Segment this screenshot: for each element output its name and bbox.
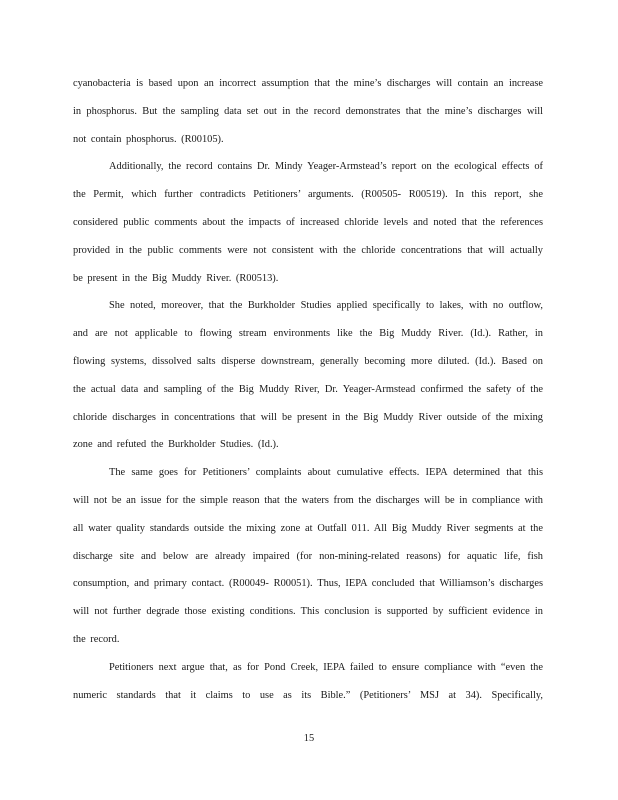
paragraph-phosphorus: cyanobacteria is based upon an incorrect assumption that the mine’s discharges will contain an increase in phosphorus. But the sampling data set out in the record demonstrates that the mine’s discharges will not contain phosphorus. (R00105). <box>73 78 543 145</box>
body-text <box>73 70 543 709</box>
paragraph-numeric-standards: Petitioners next argue that, as for Pond Creek, IEPA failed to ensure compliance with “even the numeric standards that it claims to use as its Bible.” (Petitioners’ MSJ at 34). Specifically, <box>73 661 543 701</box>
paragraph-yeager-report: Additionally, the record contains Dr. Mindy Yeager-Armstead’s report on the ecological effects of the Permit, which further contradicts Petitioners’ arguments. (R00505- R00519). In this report, she considered public comments about the impacts of increased chloride levels and noted that the references provided in the public comments were not consistent with the chloride concentrations that will actually be present in the Big Muddy River. (R00513). <box>73 161 543 284</box>
paragraph-burkholder-studies: She noted, moreover, that the Burkholder Studies applied specifically to lakes, with no outflow, and are not applicable to flowing stream environments like the Big Muddy River. (Id.). Rather, in flowing systems, dissolved salts disperse downstream, generally becoming more diluted. (Id.). Based on the actual data and sampling of the Big Muddy River, Dr. Yeager-Armstead confirmed the safety of the chloride discharges in concentrations that will be present in the Big Muddy River outside of the mixing zone and refuted the Burkholder Studies. (Id.). <box>73 300 543 451</box>
paragraph-cumulative-effects: The same goes for Petitioners’ complaints about cumulative effects. IEPA determined that this will not be an issue for the simple reason that the waters from the discharges will be in compliance with all water quality standards outside the mixing zone at Outfall 011. All Big Muddy River segments at the discharge site and below are already impaired (for non-mining-related reasons) for aquatic life, fish consumption, and primary contact. (R00049- R00051). Thus, IEPA concluded that Williamson’s discharges will not further degrade those existing conditions. This conclusion is supported by sufficient evidence in the record. <box>73 467 543 645</box>
page-number: 15 <box>303 733 315 744</box>
